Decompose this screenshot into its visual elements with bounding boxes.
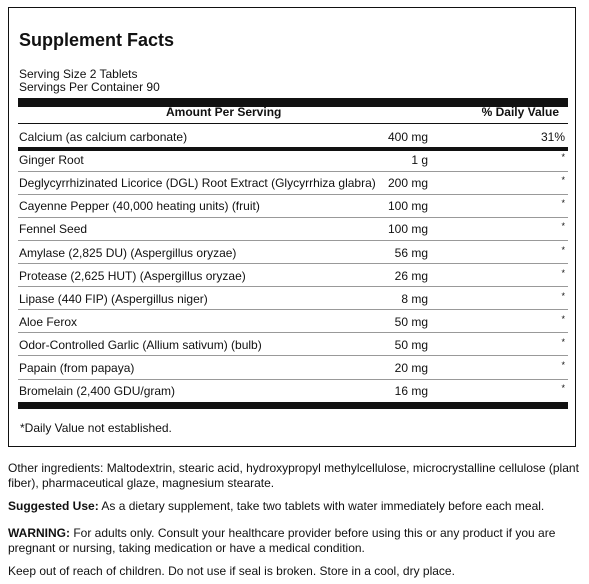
suggested-use bbox=[8, 499, 583, 514]
nutrient-amount: 200 mg bbox=[387, 176, 428, 191]
table-row bbox=[18, 172, 568, 195]
table-row bbox=[18, 265, 568, 288]
thick-divider-bottom bbox=[18, 402, 568, 409]
warning-label: WARNING: bbox=[8, 526, 70, 540]
supplement-facts-panel bbox=[8, 7, 576, 447]
suggested-use-text: As a dietary supplement, take two tablets with water immediately before each meal. bbox=[98, 499, 545, 513]
nutrient-amount: 100 mg bbox=[387, 199, 428, 214]
table-row bbox=[18, 218, 568, 241]
table-row bbox=[18, 380, 568, 403]
nutrient-name: Fennel Seed bbox=[19, 222, 88, 237]
nutrient-name: Lipase (440 FIP) (Aspergillus niger) bbox=[19, 291, 208, 306]
amount-header: Amount Per Serving bbox=[166, 105, 282, 119]
nutrient-name: Deglycyrrhizinated Licorice (DGL) Root Extract (Glycyrrhiza glabra) bbox=[19, 176, 376, 191]
table-row bbox=[18, 311, 568, 334]
daily-value: * bbox=[561, 267, 565, 278]
nutrient-name: Papain (from papaya) bbox=[19, 361, 135, 375]
serving-info bbox=[19, 68, 160, 94]
nutrient-amount: 1 g bbox=[411, 153, 428, 168]
table-row bbox=[18, 126, 568, 149]
table-row bbox=[18, 149, 568, 172]
nutrient-amount: 100 mg bbox=[387, 222, 428, 237]
nutrient-name: Cayenne Pepper (40,000 heating units) (fruit) bbox=[19, 199, 260, 214]
table-row bbox=[18, 334, 568, 357]
nutrient-amount: 400 mg bbox=[387, 130, 428, 144]
daily-value: * bbox=[561, 198, 565, 209]
serving-size: Serving Size 2 Tablets bbox=[19, 67, 138, 81]
nutrient-amount: 50 mg bbox=[394, 337, 428, 352]
table-row bbox=[18, 242, 568, 265]
footnote: *Daily Value not established. bbox=[20, 421, 172, 435]
nutrient-name: Ginger Root bbox=[19, 153, 84, 168]
table-row bbox=[18, 288, 568, 311]
nutrient-amount: 16 mg bbox=[394, 384, 428, 399]
nutrient-name: Calcium (as calcium carbonate) bbox=[19, 130, 188, 144]
daily-value: * bbox=[561, 221, 565, 232]
nutrient-amount: 20 mg bbox=[394, 361, 428, 375]
daily-value: * bbox=[561, 152, 565, 163]
header-divider bbox=[18, 123, 568, 124]
daily-value: * bbox=[561, 175, 565, 186]
panel-title: Supplement Facts bbox=[19, 30, 175, 50]
warning-text: For adults only. Consult your healthcare provider before using this or any product if you are pregnant or nursing, taking medication or have a medical condition. bbox=[8, 526, 556, 555]
table-row bbox=[18, 195, 568, 218]
daily-value: * bbox=[561, 383, 565, 394]
nutrient-amount: 50 mg bbox=[394, 314, 428, 329]
daily-value-header: % Daily Value bbox=[481, 105, 559, 119]
nutrient-name: Bromelain (2,400 GDU/gram) bbox=[19, 384, 176, 399]
table-row bbox=[18, 357, 568, 380]
nutrient-amount: 26 mg bbox=[394, 268, 428, 283]
nutrient-name: Odor-Controlled Garlic (Allium sativum) (bulb) bbox=[19, 337, 262, 352]
daily-value: 31% bbox=[540, 130, 565, 144]
daily-value: * bbox=[561, 290, 565, 301]
servings-per-container: Servings Per Container 90 bbox=[19, 80, 160, 94]
daily-value: * bbox=[561, 313, 565, 324]
daily-value: * bbox=[561, 360, 565, 370]
suggested-use-label: Suggested Use: bbox=[8, 499, 99, 513]
nutrient-name: Protease (2,625 HUT) (Aspergillus oryzae) bbox=[19, 268, 246, 283]
other-ingredients: Other ingredients: Maltodextrin, stearic acid, hydroxypropyl methylcellulose, microcrystalline cellulose (plant fiber), pharmaceutical glaze, magnesium stearate. bbox=[8, 461, 579, 490]
daily-value: * bbox=[561, 336, 565, 347]
daily-value: * bbox=[561, 244, 565, 255]
nutrient-amount: 8 mg bbox=[401, 291, 428, 306]
nutrient-name: Amylase (2,825 DU) (Aspergillus oryzae) bbox=[19, 245, 237, 260]
nutrient-amount: 56 mg bbox=[394, 245, 428, 260]
storage-instructions: Keep out of reach of children. Do not use if seal is broken. Store in a cool, dry place. bbox=[8, 564, 455, 578]
nutrient-name: Aloe Ferox bbox=[19, 314, 78, 329]
warning bbox=[8, 526, 583, 556]
